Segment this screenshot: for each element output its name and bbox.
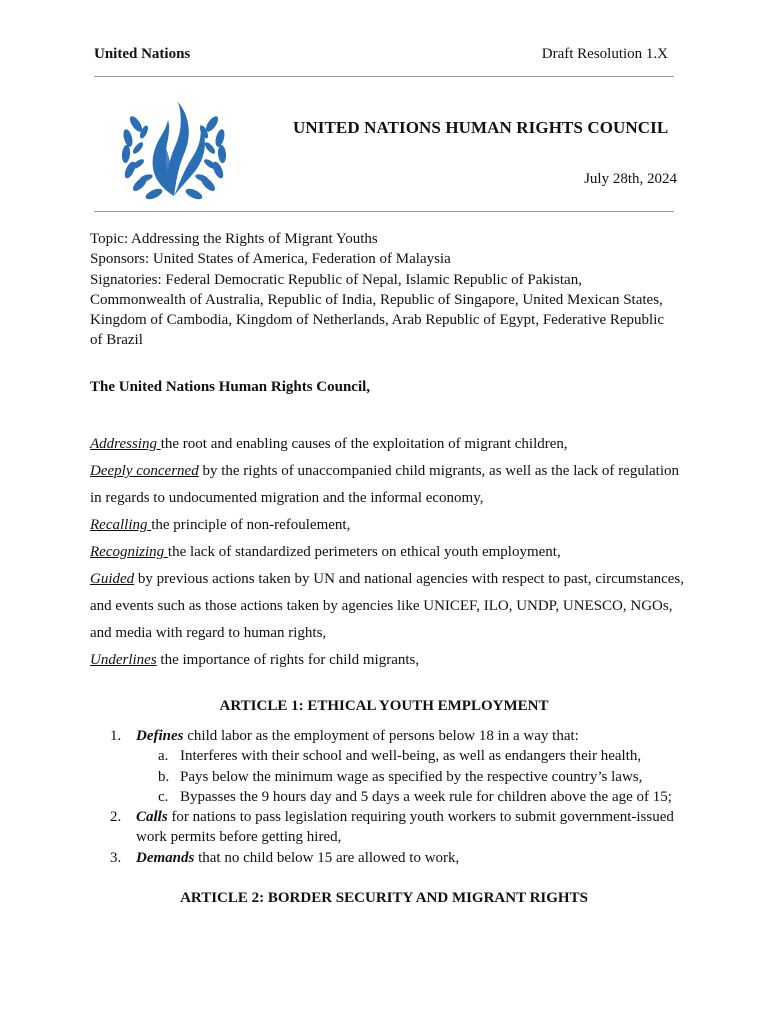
preambulatory-clause <box>90 458 690 512</box>
preambulatory-clause <box>90 647 690 674</box>
header-divider <box>94 76 674 77</box>
clause-text: by previous actions taken by UN and national agencies with respect to past, circumstances, and events such as those actions taken by agencies like UNICEF, ILO, UNDP, UNESCO, NGOs, and media with regard to human rights, <box>90 571 685 641</box>
committee-name: The United Nations Human Rights Council, <box>90 379 371 395</box>
sub-clause <box>110 767 690 787</box>
clause-keyword: Recalling <box>90 517 152 533</box>
sub-clause <box>110 787 690 807</box>
preambulatory-clause <box>90 431 690 458</box>
header-organization: United Nations <box>94 46 191 62</box>
council-title: UNITED NATIONS HUMAN RIGHTS COUNCIL <box>293 118 669 137</box>
clause-text: child labor as the employment of persons below 18 in a way that: <box>183 728 579 744</box>
clause-keyword: Defines <box>136 728 184 744</box>
clause-text: the lack of standardized perimeters on ethical youth employment, <box>167 544 561 560</box>
topic-line: Topic: Addressing the Rights of Migrant Youths <box>90 231 378 247</box>
clause-text: that no child below 15 are allowed to work, <box>194 849 460 866</box>
sub-clause-letter: b. <box>158 768 170 785</box>
title-divider <box>94 211 674 212</box>
sub-clause-text: Interferes with their school and well-being, as well as endangers their health, <box>180 748 642 765</box>
sub-clause-letter: a. <box>158 748 169 765</box>
clause-number: 1. <box>110 728 122 744</box>
clause-keyword: Recognizing <box>90 544 168 560</box>
clause-keyword: Demands <box>136 849 195 866</box>
sponsors-line: Sponsors: United States of America, Federation of Malaysia <box>90 251 451 268</box>
clause-number: 2. <box>110 809 122 826</box>
article-1-clauses <box>110 726 690 868</box>
sub-clause <box>110 746 690 766</box>
resolution-date: July 28th, 2024 <box>584 171 677 187</box>
clause-text: the root and enabling causes of the exploitation of migrant children, <box>160 436 568 452</box>
operative-clause <box>110 807 690 848</box>
sub-clause-letter: c. <box>158 788 169 805</box>
clause-number: 3. <box>110 849 122 866</box>
operative-clause <box>110 848 690 868</box>
article-2-title: ARTICLE 2: BORDER SECURITY AND MIGRANT RIGHTS <box>180 890 588 906</box>
preambulatory-clause <box>90 512 690 539</box>
article-1-title: ARTICLE 1: ETHICAL YOUTH EMPLOYMENT <box>219 698 549 714</box>
preambulatory-clauses <box>90 431 690 674</box>
clause-text: for nations to pass legislation requiring youth workers to submit government-issued work permits before getting hired, <box>136 809 674 846</box>
clause-keyword: Addressing <box>90 436 161 452</box>
sub-clause-text: Pays below the minimum wage as specified by the respective country’s laws, <box>180 768 643 785</box>
clause-keyword: Deeply concerned <box>90 463 199 479</box>
clause-text: the importance of rights for child migrants, <box>156 652 420 668</box>
operative-clause <box>110 726 690 746</box>
signatories-line: Signatories: Federal Democratic Republic of Nepal, Islamic Republic of Pakistan, Commonwealth of Australia, Republic of India, Republic of Singapore, United Mexican States, Kingdom of Cambodia, Kingdom of Netherlands, Arab Republic of Egypt, Federative Republic of Brazil <box>90 271 665 349</box>
sub-clause-text: Bypasses the 9 hours day and 5 days a week rule for children above the age of 15; <box>180 788 672 805</box>
clause-text: by the rights of unaccompanied child migrants, as well as the lack of regulation in regards to undocumented migration and the informal economy, <box>90 463 679 506</box>
resolution-metadata <box>90 229 680 351</box>
clause-keyword: Underlines <box>90 652 157 668</box>
un-hrc-logo-icon <box>114 84 234 204</box>
clause-keyword: Calls <box>136 809 168 826</box>
header-resolution-number: Draft Resolution 1.X <box>541 46 668 62</box>
clause-keyword: Guided <box>90 571 135 587</box>
preambulatory-clause <box>90 539 690 566</box>
preambulatory-clause <box>90 566 690 647</box>
clause-text: the principle of non-refoulement, <box>151 517 351 533</box>
